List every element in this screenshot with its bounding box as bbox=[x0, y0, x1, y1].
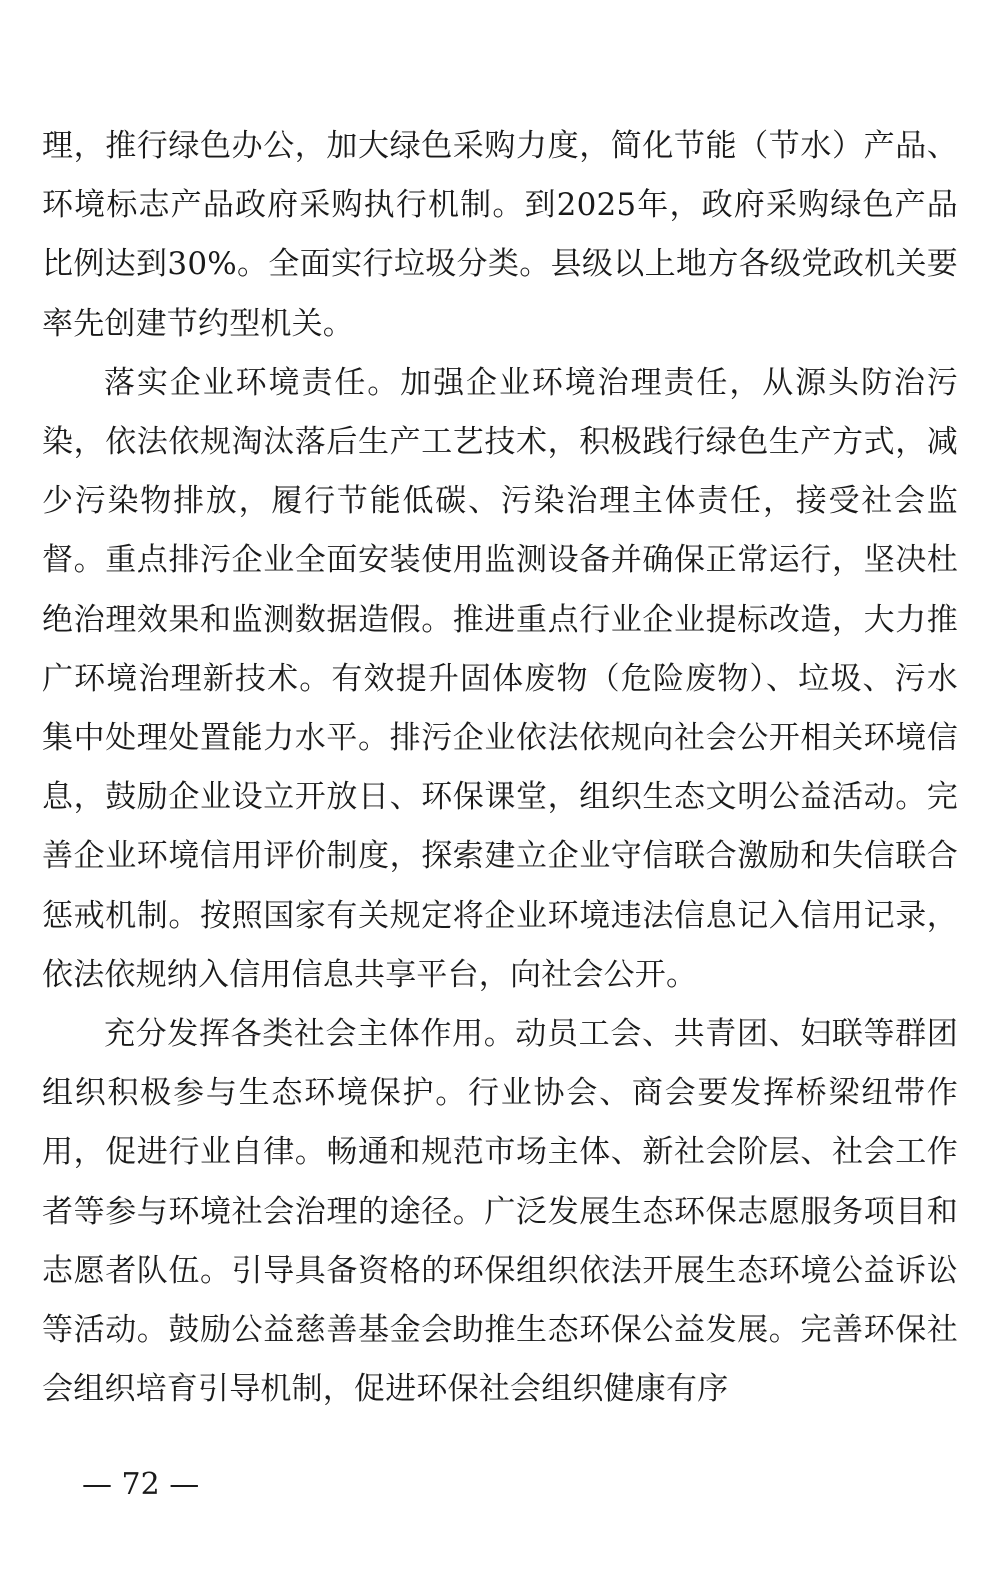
paragraph-continued: 理，推行绿色办公，加大绿色采购力度，简化节能（节水）产品、环境标志产品政府采购执行机制。到2025年，政府采购绿色产品比例达到30%。全面实行垃圾分类。县级以上地方各级党政机关要率先创建节约型机关。 bbox=[42, 128, 958, 342]
paragraph-enterprise-responsibility: 落实企业环境责任。加强企业环境治理责任，从源头防治污染，依法依规淘汰落后生产工艺技术，积极践行绿色生产方式，减少污染物排放，履行节能低碳、污染治理主体责任，接受社会监督。重点排污企业全面安装使用监测设备并确保正常运行，坚决杜绝治理效果和监测数据造假。推进重点行业企业提标改造，大力推广环境治理新技术。有效提升固体废物（危险废物）、垃圾、污水集中处理处置能力水平。排污企业依法依规向社会公开相关环境信息，鼓励企业设立开放日、环保课堂，组织生态文明公益活动。完善企业环境信用评价制度，探索建立企业守信联合激励和失信联合惩戒机制。按照国家有关规定将企业环境违法信息记入信用记录，依法依规纳入信用信息共享平台，向社会公开。 bbox=[42, 364, 958, 993]
paragraph-social-actors: 充分发挥各类社会主体作用。动员工会、共青团、妇联等群团组织积极参与生态环境保护。行业协会、商会要发挥桥梁纽带作用，促进行业自律。畅通和规范市场主体、新社会阶层、社会工作者等参与环境社会治理的途径。广泛发展生态环保志愿服务项目和志愿者队伍。引导具备资格的环保组织依法开展生态环境公益诉讼等活动。鼓励公益慈善基金会助推生态环保公益发展。完善环保社会组织培育引导机制，促进环保社会组织健康有序 bbox=[42, 1016, 958, 1408]
body-text bbox=[42, 117, 958, 1419]
page-number: — 72 — bbox=[82, 1467, 200, 1502]
